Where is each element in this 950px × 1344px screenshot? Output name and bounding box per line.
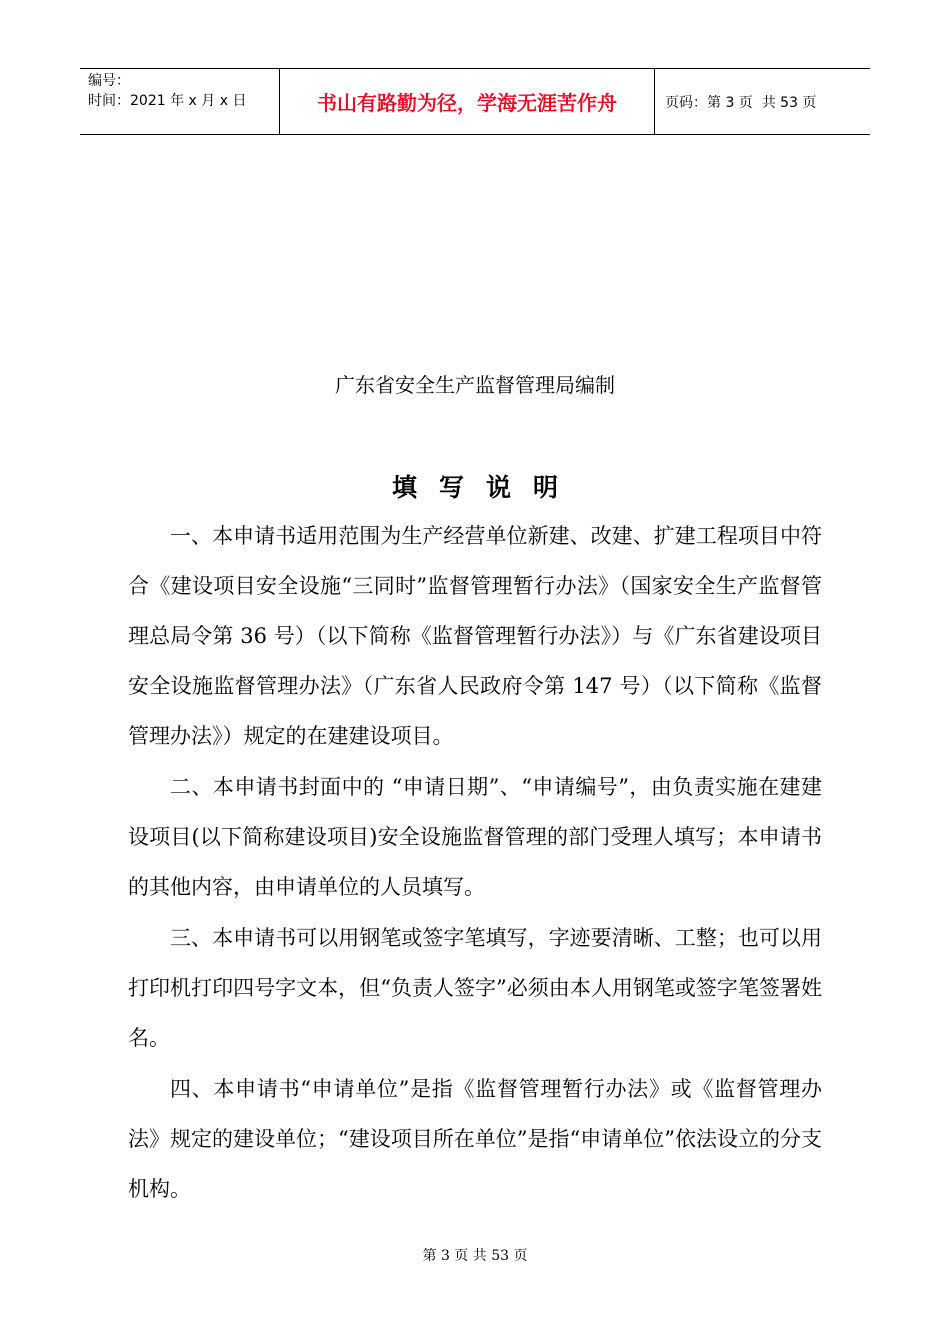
paragraph: 四、本申请书“申请单位”是指《监督管理暂行办法》或《监督管理办法》规定的建设单位；“建设项目所在单位”是指“申请单位”依法设立的分支机构。: [128, 1077, 822, 1201]
paragraph: 三、本申请书可以用钢笔或签字笔填写，字迹要清晰、工整；也可以用打印机打印四号字文本，但“负责人签字”必须由本人用钢笔或签字笔签署姓名。: [128, 926, 822, 1050]
paragraph: 一、本申请书适用范围为生产经营单位新建、改建、扩建工程项目中符合《建设项目安全设施“三同时”监督管理暂行办法》（国家安全生产监督管理总局令第 36 号）（以下简称《监督管理暂行办法》）与《广东省建设项目安全设施监督管理办法》（广东省人民政府令第 147 号）（以下简称《监督管理办法》）规定的在建建设项目。: [128, 524, 822, 748]
header-table: [80, 68, 870, 135]
paragraph: 二、本申请书封面中的 “申请日期”、“申请编号”，由负责实施在建建设项目(以下简称建设项目)安全设施监督管理的部门受理人填写；本申请书的其他内容，由申请单位的人员填写。: [128, 775, 822, 899]
header-page-cell: [655, 69, 870, 134]
header-meta-cell: [80, 69, 280, 134]
document-time-label: 时间：2021 年 x 月 x 日: [88, 93, 247, 109]
issuer-line: 广东省安全生产监督管理局编制: [335, 373, 615, 397]
instructions-body: [128, 511, 822, 1215]
document-number-label: 编号：: [88, 73, 130, 89]
header-page-label: 页码：第 3 页 共 53 页: [665, 94, 817, 111]
page-footer: 第 3 页 共 53 页: [422, 1248, 528, 1264]
page-title: 填写说明: [391, 473, 580, 502]
header-motto: 书山有路勤为径，学海无涯苦作舟: [280, 69, 655, 134]
